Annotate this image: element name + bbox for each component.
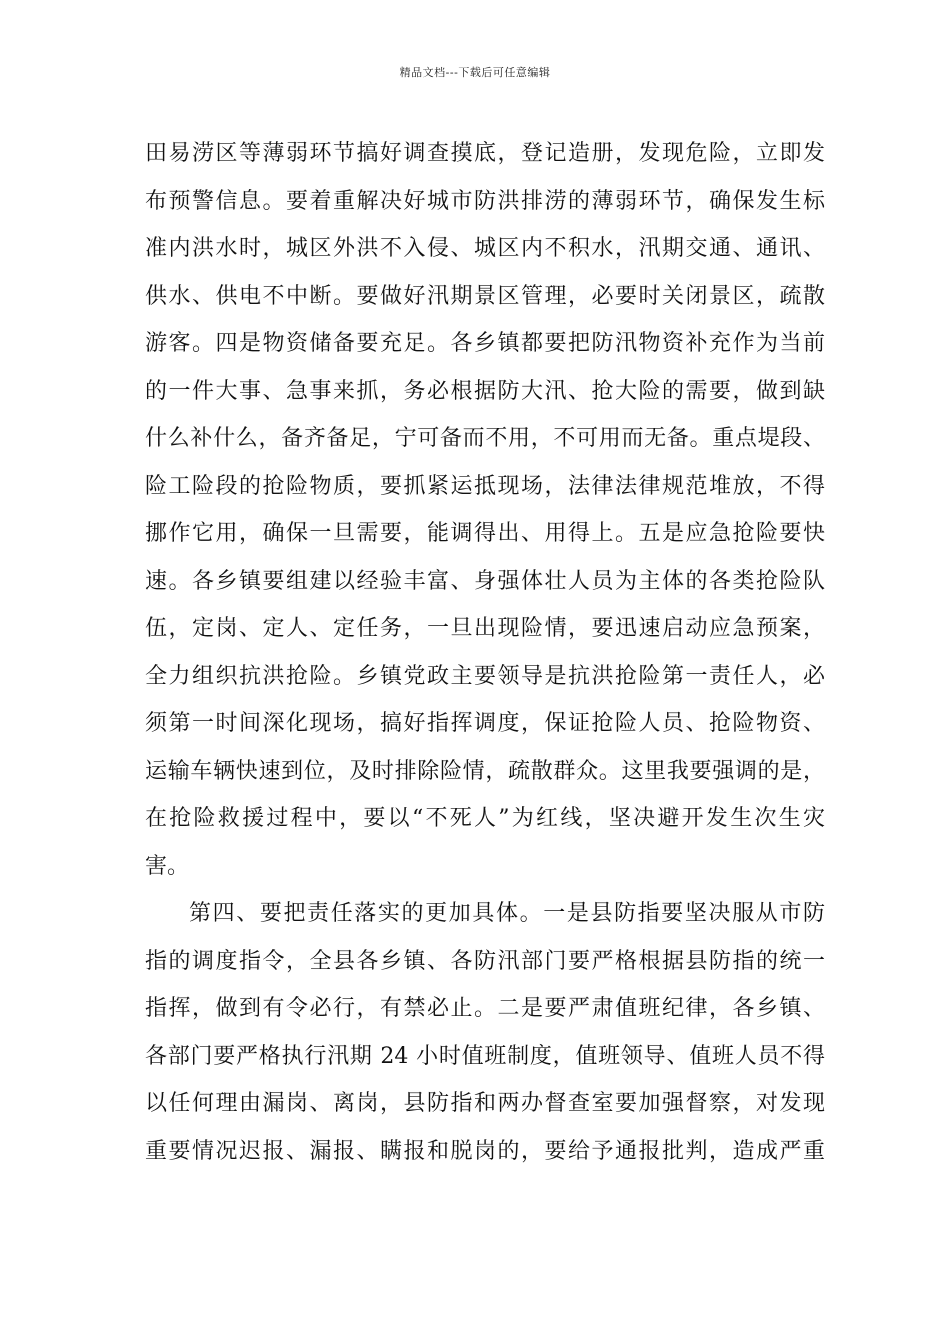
text-line: 第四、要把责任落实的更加具体。一是县防指要坚决服从市防 [189,901,825,926]
text-line: 挪作它用，确保一旦需要，能调得出、用得上。五是应急抢险要快 [145,521,825,546]
text-line: 害。 [145,853,190,879]
text-line: 全力组织抗洪抢险。乡镇党政主要领导是抗洪抢险第一责任人，必 [145,663,825,689]
text-line: 伍，定岗、定人、定任务，一旦出现险情，要迅速启动应急预案， [145,616,825,641]
text-line: 布预警信息。要着重解决好城市防洪排涝的薄弱环节，确保发生标 [145,188,825,214]
text-line: 险工险段的抢险物质，要抓紧运抵现场，法律法律规范堆放，不得 [145,473,825,499]
text-line: 的一件大事、急事来抓，务必根据防大汛、抢大险的需要，做到缺 [145,378,825,404]
paragraph [145,890,825,1175]
text-line: 须第一时间深化现场，搞好指挥调度，保证抢险人员、抢险物资、 [145,711,825,736]
text-line: 指的调度指令，全县各乡镇、各防汛部门要严格根据县防指的统一 [145,948,825,974]
document-body [145,130,825,1175]
text-line: 准内洪水时，城区外洪不入侵、城区内不积水，汛期交通、通讯、 [145,236,825,261]
text-line: 重要情况迟报、漏报、瞒报和脱岗的，要给予通报批判，造成严重 [145,1138,825,1164]
paragraph [145,130,825,890]
text-line: 各部门要严格执行汛期 24 小时值班制度，值班领导、值班人员不得 [145,1043,825,1069]
text-line: 什么补什么，备齐备足，宁可备而不用，不可用而无备。重点堤段、 [145,426,825,451]
text-line: 运输车辆快速到位，及时排除险情，疏散群众。这里我要强调的是， [145,758,825,784]
text-line: 供水、供电不中断。要做好汛期景区管理，必要时关闭景区，疏散 [145,283,825,309]
text-line: 田易涝区等薄弱环节搞好调查摸底，登记造册，发现危险，立即发 [145,141,825,166]
text-line: 指挥，做到有令必行，有禁必止。二是要严肃值班纪律，各乡镇、 [145,996,825,1021]
page-header: 精品文档---下载后可任意编辑 [399,66,551,79]
text-line: 以任何理由漏岗、离岗，县防指和两办督查室要加强督察，对发现 [145,1091,825,1116]
text-line: 速。各乡镇要组建以经验丰富、身强体壮人员为主体的各类抢险队 [145,568,825,594]
text-line: 在抢险救援过程中，要以“不死人”为红线，坚决避开发生次生灾 [145,806,825,831]
text-line: 游客。四是物资储备要充足。各乡镇都要把防汛物资补充作为当前 [145,331,825,356]
